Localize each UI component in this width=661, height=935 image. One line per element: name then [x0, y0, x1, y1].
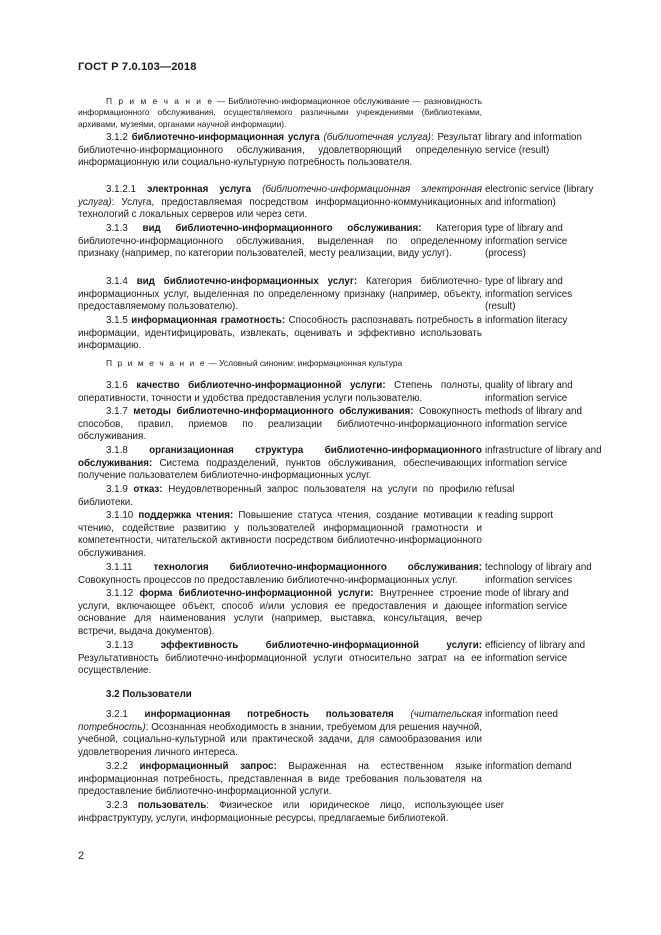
section-heading: 3.2 Пользователи	[106, 689, 192, 700]
document-header: ГОСТ Р 7.0.103—2018	[78, 61, 197, 73]
english-term: quality of library and information service	[485, 380, 573, 404]
english-term: electronic service (library and information)	[485, 184, 594, 208]
term-entry: 3.1.5 информационная грамотность: Способность распознавать потребность в информации, идентифицировать, извлекать, оценивать и эффективно использовать информацию.	[78, 315, 483, 352]
note-text: — Библиотечно-информационное обслуживание — разновидность информационного обслуживания, осуществляемого различными учреждениями (библиотеками, архивами, музеями, органами научной информации).	[78, 96, 482, 129]
note-label: П р и м е ч а н и е	[106, 96, 214, 106]
term-entry: 3.1.11 технология библиотечно-информационного обслуживания: Совокупность процессов по предоставлению библиотечно-информационных услуг.	[78, 562, 482, 586]
note-2	[78, 358, 482, 369]
term-entry: 3.2.3 пользователь: Физическое или юридическое лицо, использующее инфраструктуру, услуги, информационные ресурсы, предлагаемые библиотекой.	[78, 800, 483, 824]
term-entry: 3.1.8 организационная структура библиотечно-информационного обслуживания: Система подразделений, пунктов обслуживания, обеспечивающих получение пользователем библиотечно-информационных услуг.	[78, 445, 482, 482]
term-entry: 3.1.3 вид библиотечно-информационного обслуживания: Категория библиотечно-информационного обслуживания, выделенная по определенному признаку (например, по категории пользователей, месту реализации, виду услуг).	[78, 223, 482, 260]
term-entry: 3.1.6 качество библиотечно-информационной услуги: Степень полноты, оперативности, точности и удобства предоставления услуги пользователю.	[78, 380, 482, 404]
english-term: reading support	[485, 510, 554, 521]
english-term: library and information service (result)	[485, 132, 582, 156]
english-term: type of library and information service (process)	[485, 223, 568, 260]
english-term: user	[485, 800, 505, 811]
english-term: efficiency of library and information service	[485, 640, 586, 664]
term-entry: 3.1.4 вид библиотечно-информационных услуг: Категория библиотечно-информационных услуг, выделенная по определенному признаку (например, объекту, предоставляемому пользователю).	[78, 276, 482, 313]
term-entry: 3.2.2 информационный запрос: Выраженная на естественном языке информационная потребность, представленная в виде требования пользователя на предоставление библиотечно-информационной услуги.	[78, 761, 483, 798]
term-entry: 3.1.12 форма библиотечно-информационной услуги: Внутреннее строение услуги, включающее объект, способ и/или условия ее предоставления и дающее основание для наименования услуги (например, выставка, консультация, вечер встречи, выдача документов).	[78, 588, 482, 637]
page-number: 2	[78, 850, 85, 862]
english-term: methods of library and information service	[485, 406, 582, 430]
note-label: П р и м е ч а н и е	[106, 358, 207, 368]
english-term: information literacy	[485, 315, 568, 326]
english-term: mode of library and information service	[485, 588, 569, 612]
english-term: information need	[485, 709, 558, 720]
english-term: technology of library and information services	[485, 562, 592, 586]
term-entry: 3.1.13 эффективность библиотечно-информационной услуги: Результативность библиотечно-информационной услуги относительно затрат на ее осуществление.	[78, 640, 482, 677]
term-entry: 3.2.1 информационная потребность пользователя (читательская потребность): Осознанная необходимость в знании, требуемом для решения научной, учебной, социально-культурной или практической задачи, для самообразования или удовлетворения личного интереса.	[78, 709, 482, 758]
english-term: infrastructure of library and information service	[485, 445, 602, 469]
note-text: — Условный синоним: информационная культура	[206, 358, 403, 368]
english-term: information demand	[485, 761, 572, 772]
term-entry: 3.1.10 поддержка чтения: Повышение статуса чтения, создание мотивации к чтению, содействие развитию у пользователей информационной грамотности и компетентности, читательской активности посредством библиотечно-информационного обслуживания.	[78, 510, 482, 559]
note-1	[78, 96, 482, 130]
english-term: refusal	[485, 484, 515, 495]
term-entry: 3.1.2.1 электронная услуга (библиотечно-информационная электронная услуга): Услуга, предоставляемая посредством информационно-коммуникационных технологий с локальных серверов или через сети.	[78, 184, 483, 221]
term-entry: 3.1.7 методы библиотечно-информационного обслуживания: Совокупность способов, правил, приемов по реализации библиотечно-информационного обслуживания.	[78, 406, 482, 443]
term-entry: 3.1.2 библиотечно-информационная услуга (библиотечная услуга): Результат библиотечно-информационного обслуживания, удовлетворяющий определенную информационную или социально-культурную потребность пользователя.	[78, 132, 483, 169]
term-entry: 3.1.9 отказ: Неудовлетворенный запрос пользователя на услуги по профилю библиотеки.	[78, 484, 483, 508]
english-term: type of library and information services (result)	[485, 276, 573, 313]
